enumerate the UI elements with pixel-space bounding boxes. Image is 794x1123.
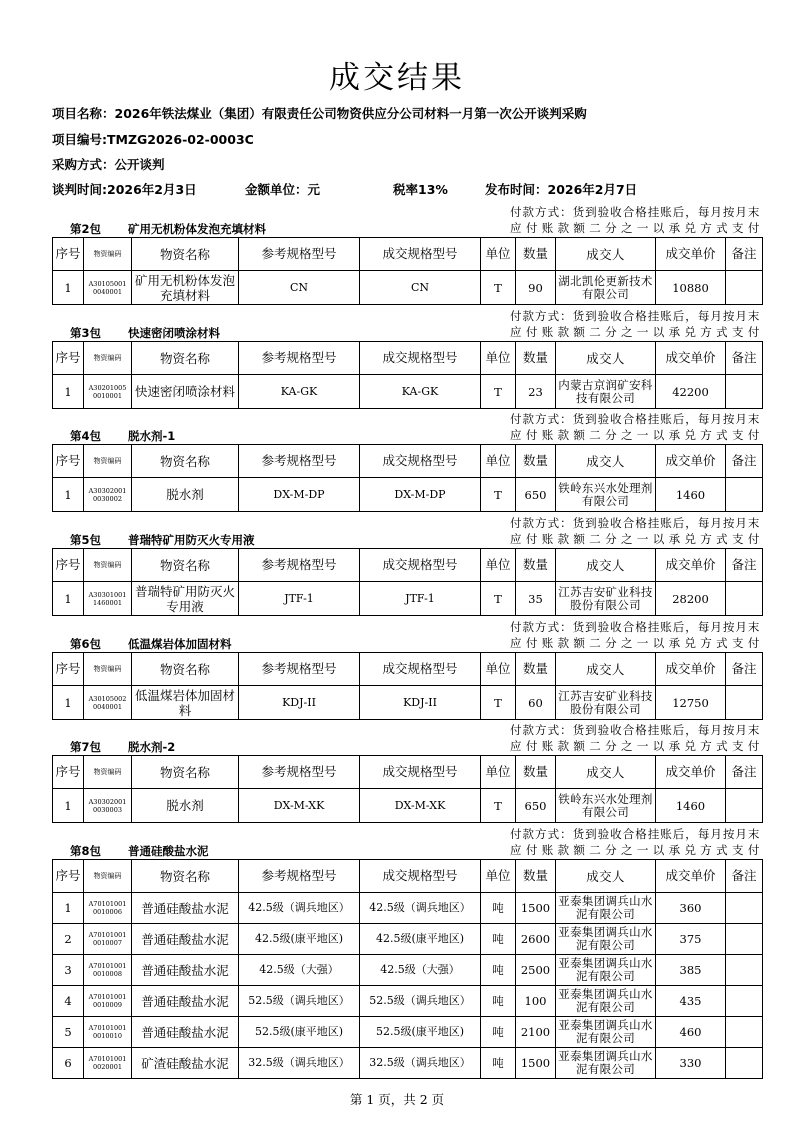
header-name: 物资名称 bbox=[132, 653, 239, 686]
header-name: 物资名称 bbox=[132, 445, 239, 478]
table-row bbox=[53, 955, 763, 986]
header-code: 物资编码 bbox=[84, 342, 132, 375]
header-deal-spec: 成交规格型号 bbox=[360, 549, 481, 582]
cell-seq: 3 bbox=[53, 955, 84, 986]
table-row bbox=[53, 271, 763, 305]
cell-seq: 1 bbox=[53, 271, 84, 305]
cell-deal-spec: 42.5级（大强） bbox=[360, 955, 481, 986]
header-deal-spec: 成交规格型号 bbox=[360, 342, 481, 375]
package-table bbox=[52, 237, 763, 305]
cell-code: A30301001 1460001 bbox=[84, 582, 132, 616]
header-seq: 序号 bbox=[53, 549, 84, 582]
package-title: 第7包 脱水剂-2 bbox=[70, 740, 176, 754]
package-table bbox=[52, 341, 763, 409]
header-seq: 序号 bbox=[53, 756, 84, 789]
package-table bbox=[52, 755, 763, 823]
package-section bbox=[52, 307, 762, 409]
cell-remark bbox=[726, 924, 763, 955]
negotiation-time: 谈判时间:2026年2月3日 bbox=[52, 182, 197, 197]
header-qty: 数量 bbox=[516, 445, 556, 478]
cell-qty: 2100 bbox=[516, 1017, 556, 1048]
package-section bbox=[52, 203, 762, 305]
table-row bbox=[53, 1048, 763, 1079]
cell-name: 快速密闭喷涂材料 bbox=[132, 375, 239, 409]
cell-unit: 吨 bbox=[481, 955, 516, 986]
cell-code: A70101001 0010007 bbox=[84, 924, 132, 955]
cell-price: 385 bbox=[656, 955, 726, 986]
cell-remark bbox=[726, 789, 763, 823]
cell-unit: T bbox=[481, 686, 516, 720]
cell-price: 1460 bbox=[656, 789, 726, 823]
table-row bbox=[53, 478, 763, 512]
header-name: 物资名称 bbox=[132, 756, 239, 789]
cell-price: 360 bbox=[656, 893, 726, 924]
header-name: 物资名称 bbox=[132, 860, 239, 893]
cell-qty: 1500 bbox=[516, 1048, 556, 1079]
cell-vendor: 铁岭东兴水处理剂有限公司 bbox=[556, 478, 656, 512]
cell-deal-spec: 52.5级（调兵地区） bbox=[360, 986, 481, 1017]
header-remark: 备注 bbox=[726, 342, 763, 375]
table-header-row bbox=[53, 756, 763, 789]
cell-code: A30105001 0040001 bbox=[84, 271, 132, 305]
cell-remark bbox=[726, 271, 763, 305]
cell-seq: 1 bbox=[53, 375, 84, 409]
header-deal-spec: 成交规格型号 bbox=[360, 860, 481, 893]
package-title: 第5包 普瑞特矿用防灭火专用液 bbox=[70, 533, 255, 547]
header-vendor: 成交人 bbox=[556, 756, 656, 789]
header-qty: 数量 bbox=[516, 860, 556, 893]
cell-vendor: 铁岭东兴水处理剂有限公司 bbox=[556, 789, 656, 823]
header-seq: 序号 bbox=[53, 860, 84, 893]
cell-qty: 2500 bbox=[516, 955, 556, 986]
header-unit: 单位 bbox=[481, 653, 516, 686]
header-code: 物资编码 bbox=[84, 756, 132, 789]
header-unit: 单位 bbox=[481, 549, 516, 582]
cell-price: 1460 bbox=[656, 478, 726, 512]
cell-vendor: 亚泰集团调兵山水泥有限公司 bbox=[556, 893, 656, 924]
cell-unit: 吨 bbox=[481, 924, 516, 955]
cell-deal-spec: KDJ-II bbox=[360, 686, 481, 720]
header-price: 成交单价 bbox=[656, 342, 726, 375]
header-vendor: 成交人 bbox=[556, 445, 656, 478]
cell-deal-spec: DX-M-DP bbox=[360, 478, 481, 512]
cell-name: 普通硅酸盐水泥 bbox=[132, 893, 239, 924]
cell-ref-spec: DX-M-XK bbox=[239, 789, 360, 823]
cell-code: A70101001 0010008 bbox=[84, 955, 132, 986]
table-header-row bbox=[53, 653, 763, 686]
cell-ref-spec: 52.5级（调兵地区） bbox=[239, 986, 360, 1017]
currency-unit: 金额单位：元 bbox=[245, 182, 321, 197]
header-ref-spec: 参考规格型号 bbox=[239, 653, 360, 686]
header-deal-spec: 成交规格型号 bbox=[360, 756, 481, 789]
header-name: 物资名称 bbox=[132, 342, 239, 375]
cell-ref-spec: KDJ-II bbox=[239, 686, 360, 720]
cell-deal-spec: CN bbox=[360, 271, 481, 305]
package-table bbox=[52, 444, 763, 512]
cell-unit: T bbox=[481, 582, 516, 616]
cell-vendor: 江苏吉安矿业科技股份有限公司 bbox=[556, 686, 656, 720]
header-qty: 数量 bbox=[516, 342, 556, 375]
cell-remark bbox=[726, 582, 763, 616]
cell-unit: 吨 bbox=[481, 893, 516, 924]
cell-price: 28200 bbox=[656, 582, 726, 616]
cell-name: 脱水剂 bbox=[132, 478, 239, 512]
cell-ref-spec: KA-GK bbox=[239, 375, 360, 409]
cell-seq: 1 bbox=[53, 478, 84, 512]
package-section bbox=[52, 410, 762, 512]
table-header-row bbox=[53, 549, 763, 582]
cell-price: 460 bbox=[656, 1017, 726, 1048]
cell-deal-spec: DX-M-XK bbox=[360, 789, 481, 823]
cell-price: 375 bbox=[656, 924, 726, 955]
table-header-row bbox=[53, 445, 763, 478]
cell-seq: 2 bbox=[53, 924, 84, 955]
cell-vendor: 亚泰集团调兵山水泥有限公司 bbox=[556, 1017, 656, 1048]
package-section bbox=[52, 514, 762, 616]
package-section bbox=[52, 721, 762, 823]
package-section bbox=[52, 825, 762, 1079]
cell-price: 12750 bbox=[656, 686, 726, 720]
cell-remark bbox=[726, 375, 763, 409]
cell-remark bbox=[726, 686, 763, 720]
cell-qty: 100 bbox=[516, 986, 556, 1017]
project-name: 项目名称：2026年铁法煤业（集团）有限责任公司物资供应分公司材料一月第一次公开谈判采购 bbox=[52, 106, 587, 121]
cell-remark bbox=[726, 478, 763, 512]
header-ref-spec: 参考规格型号 bbox=[239, 342, 360, 375]
cell-remark bbox=[726, 986, 763, 1017]
header-qty: 数量 bbox=[516, 238, 556, 271]
header-ref-spec: 参考规格型号 bbox=[239, 549, 360, 582]
header-deal-spec: 成交规格型号 bbox=[360, 238, 481, 271]
cell-qty: 650 bbox=[516, 478, 556, 512]
header-remark: 备注 bbox=[726, 445, 763, 478]
cell-seq: 6 bbox=[53, 1048, 84, 1079]
cell-code: A70101001 0020001 bbox=[84, 1048, 132, 1079]
cell-seq: 5 bbox=[53, 1017, 84, 1048]
cell-vendor: 亚泰集团调兵山水泥有限公司 bbox=[556, 924, 656, 955]
header-unit: 单位 bbox=[481, 445, 516, 478]
cell-qty: 650 bbox=[516, 789, 556, 823]
header-remark: 备注 bbox=[726, 756, 763, 789]
cell-seq: 1 bbox=[53, 686, 84, 720]
header-code: 物资编码 bbox=[84, 238, 132, 271]
header-vendor: 成交人 bbox=[556, 549, 656, 582]
cell-code: A30302001 0030002 bbox=[84, 478, 132, 512]
header-seq: 序号 bbox=[53, 238, 84, 271]
cell-unit: 吨 bbox=[481, 986, 516, 1017]
cell-ref-spec: DX-M-DP bbox=[239, 478, 360, 512]
table-header-row bbox=[53, 342, 763, 375]
project-number: 项目编号:TMZG2026-02-0003C bbox=[52, 132, 254, 147]
payment-terms: 付款方式：货到验收合格挂账后，每月按月末应付账款额二分之一以承兑方式支付 bbox=[510, 620, 760, 650]
cell-qty: 90 bbox=[516, 271, 556, 305]
header-price: 成交单价 bbox=[656, 445, 726, 478]
header-price: 成交单价 bbox=[656, 238, 726, 271]
package-title: 第8包 普通硅酸盐水泥 bbox=[70, 844, 209, 858]
cell-vendor: 亚泰集团调兵山水泥有限公司 bbox=[556, 1048, 656, 1079]
cell-vendor: 江苏吉安矿业科技股份有限公司 bbox=[556, 582, 656, 616]
table-row bbox=[53, 986, 763, 1017]
cell-unit: T bbox=[481, 375, 516, 409]
cell-name: 矿渣硅酸盐水泥 bbox=[132, 1048, 239, 1079]
header-qty: 数量 bbox=[516, 653, 556, 686]
package-title: 第3包 快速密闭喷涂材料 bbox=[70, 326, 220, 340]
table-row bbox=[53, 1017, 763, 1048]
cell-remark bbox=[726, 955, 763, 986]
payment-terms: 付款方式：货到验收合格挂账后，每月按月末应付账款额二分之一以承兑方式支付 bbox=[510, 516, 760, 546]
cell-name: 低温煤岩体加固材料 bbox=[132, 686, 239, 720]
cell-vendor: 亚泰集团调兵山水泥有限公司 bbox=[556, 986, 656, 1017]
cell-qty: 23 bbox=[516, 375, 556, 409]
package-table bbox=[52, 859, 763, 1079]
cell-code: A30105002 0040001 bbox=[84, 686, 132, 720]
cell-ref-spec: CN bbox=[239, 271, 360, 305]
cell-unit: 吨 bbox=[481, 1048, 516, 1079]
cell-remark bbox=[726, 1017, 763, 1048]
cell-qty: 60 bbox=[516, 686, 556, 720]
header-vendor: 成交人 bbox=[556, 860, 656, 893]
cell-code: A70101001 0010009 bbox=[84, 986, 132, 1017]
header-remark: 备注 bbox=[726, 860, 763, 893]
cell-vendor: 亚泰集团调兵山水泥有限公司 bbox=[556, 955, 656, 986]
table-row bbox=[53, 686, 763, 720]
header-price: 成交单价 bbox=[656, 756, 726, 789]
payment-terms: 付款方式：货到验收合格挂账后，每月按月末应付账款额二分之一以承兑方式支付 bbox=[510, 309, 760, 339]
cell-ref-spec: 32.5级（调兵地区） bbox=[239, 1048, 360, 1079]
cell-deal-spec: 42.5级(康平地区) bbox=[360, 924, 481, 955]
package-title: 第4包 脱水剂-1 bbox=[70, 429, 176, 443]
header-price: 成交单价 bbox=[656, 549, 726, 582]
header-remark: 备注 bbox=[726, 238, 763, 271]
cell-seq: 1 bbox=[53, 893, 84, 924]
cell-seq: 1 bbox=[53, 789, 84, 823]
header-price: 成交单价 bbox=[656, 653, 726, 686]
cell-code: A70101001 0010010 bbox=[84, 1017, 132, 1048]
payment-terms: 付款方式：货到验收合格挂账后，每月按月末应付账款额二分之一以承兑方式支付 bbox=[510, 827, 760, 857]
header-code: 物资编码 bbox=[84, 653, 132, 686]
header-vendor: 成交人 bbox=[556, 238, 656, 271]
cell-price: 330 bbox=[656, 1048, 726, 1079]
cell-deal-spec: 32.5级（调兵地区） bbox=[360, 1048, 481, 1079]
header-code: 物资编码 bbox=[84, 860, 132, 893]
payment-terms: 付款方式：货到验收合格挂账后，每月按月末应付账款额二分之一以承兑方式支付 bbox=[510, 205, 760, 235]
cell-name: 普通硅酸盐水泥 bbox=[132, 924, 239, 955]
header-ref-spec: 参考规格型号 bbox=[239, 756, 360, 789]
package-title: 第2包 矿用无机粉体发泡充填材料 bbox=[70, 222, 266, 236]
header-qty: 数量 bbox=[516, 549, 556, 582]
cell-ref-spec: 42.5级（大强） bbox=[239, 955, 360, 986]
cell-name: 普通硅酸盐水泥 bbox=[132, 1017, 239, 1048]
package-section bbox=[52, 618, 762, 720]
procurement-method: 采购方式：公开谈判 bbox=[52, 157, 165, 172]
cell-ref-spec: 42.5级（调兵地区） bbox=[239, 893, 360, 924]
cell-ref-spec: JTF-1 bbox=[239, 582, 360, 616]
tax-rate: 税率13% bbox=[393, 182, 448, 197]
table-row bbox=[53, 375, 763, 409]
payment-terms: 付款方式：货到验收合格挂账后，每月按月末应付账款额二分之一以承兑方式支付 bbox=[510, 723, 760, 753]
table-row bbox=[53, 582, 763, 616]
cell-deal-spec: JTF-1 bbox=[360, 582, 481, 616]
cell-name: 脱水剂 bbox=[132, 789, 239, 823]
cell-price: 42200 bbox=[656, 375, 726, 409]
cell-seq: 1 bbox=[53, 582, 84, 616]
cell-remark bbox=[726, 893, 763, 924]
cell-vendor: 湖北凯伦更新技术有限公司 bbox=[556, 271, 656, 305]
cell-unit: T bbox=[481, 789, 516, 823]
header-vendor: 成交人 bbox=[556, 653, 656, 686]
header-ref-spec: 参考规格型号 bbox=[239, 238, 360, 271]
package-title: 第6包 低温煤岩体加固材料 bbox=[70, 637, 232, 651]
header-deal-spec: 成交规格型号 bbox=[360, 653, 481, 686]
cell-code: A30302001 0030003 bbox=[84, 789, 132, 823]
header-ref-spec: 参考规格型号 bbox=[239, 445, 360, 478]
package-table bbox=[52, 548, 763, 616]
header-ref-spec: 参考规格型号 bbox=[239, 860, 360, 893]
header-name: 物资名称 bbox=[132, 238, 239, 271]
table-row bbox=[53, 924, 763, 955]
publish-time: 发布时间：2026年2月7日 bbox=[485, 182, 638, 197]
cell-ref-spec: 52.5级(康平地区) bbox=[239, 1017, 360, 1048]
cell-name: 普通硅酸盐水泥 bbox=[132, 955, 239, 986]
header-remark: 备注 bbox=[726, 549, 763, 582]
cell-name: 普通硅酸盐水泥 bbox=[132, 986, 239, 1017]
cell-unit: T bbox=[481, 478, 516, 512]
cell-deal-spec: 42.5级（调兵地区） bbox=[360, 893, 481, 924]
cell-price: 435 bbox=[656, 986, 726, 1017]
cell-remark bbox=[726, 1048, 763, 1079]
cell-vendor: 内蒙古京润矿安科技有限公司 bbox=[556, 375, 656, 409]
header-unit: 单位 bbox=[481, 342, 516, 375]
header-unit: 单位 bbox=[481, 860, 516, 893]
header-qty: 数量 bbox=[516, 756, 556, 789]
header-name: 物资名称 bbox=[132, 549, 239, 582]
header-seq: 序号 bbox=[53, 653, 84, 686]
header-price: 成交单价 bbox=[656, 860, 726, 893]
package-table bbox=[52, 652, 763, 720]
cell-name: 矿用无机粉体发泡充填材料 bbox=[132, 271, 239, 305]
header-remark: 备注 bbox=[726, 653, 763, 686]
header-code: 物资编码 bbox=[84, 549, 132, 582]
cell-code: A70101001 0010006 bbox=[84, 893, 132, 924]
table-header-row bbox=[53, 860, 763, 893]
payment-terms: 付款方式：货到验收合格挂账后，每月按月末应付账款额二分之一以承兑方式支付 bbox=[510, 412, 760, 442]
cell-code: A30201005 0010001 bbox=[84, 375, 132, 409]
header-unit: 单位 bbox=[481, 238, 516, 271]
cell-qty: 35 bbox=[516, 582, 556, 616]
cell-unit: 吨 bbox=[481, 1017, 516, 1048]
cell-price: 10880 bbox=[656, 271, 726, 305]
cell-seq: 4 bbox=[53, 986, 84, 1017]
table-row bbox=[53, 893, 763, 924]
document-title: 成交结果 bbox=[329, 60, 465, 96]
table-header-row bbox=[53, 238, 763, 271]
header-code: 物资编码 bbox=[84, 445, 132, 478]
header-seq: 序号 bbox=[53, 342, 84, 375]
cell-deal-spec: 52.5级(康平地区) bbox=[360, 1017, 481, 1048]
table-row bbox=[53, 789, 763, 823]
cell-deal-spec: KA-GK bbox=[360, 375, 481, 409]
header-seq: 序号 bbox=[53, 445, 84, 478]
meta-line bbox=[52, 180, 772, 198]
cell-qty: 1500 bbox=[516, 893, 556, 924]
header-unit: 单位 bbox=[481, 756, 516, 789]
page-footer: 第 1 页，共 2 页 bbox=[349, 1092, 445, 1107]
cell-name: 普瑞特矿用防灭火专用液 bbox=[132, 582, 239, 616]
cell-qty: 2600 bbox=[516, 924, 556, 955]
cell-ref-spec: 42.5级(康平地区) bbox=[239, 924, 360, 955]
cell-unit: T bbox=[481, 271, 516, 305]
header-vendor: 成交人 bbox=[556, 342, 656, 375]
header-deal-spec: 成交规格型号 bbox=[360, 445, 481, 478]
